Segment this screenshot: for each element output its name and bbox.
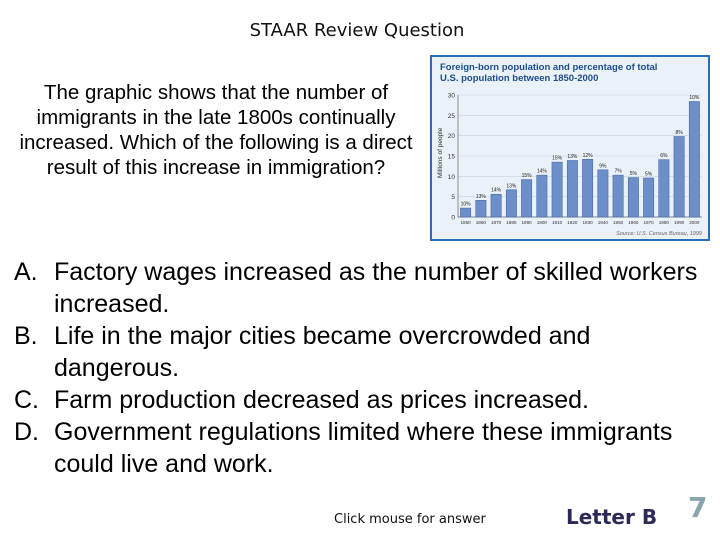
bar [674,136,684,217]
x-tick-label: 1880 [506,220,517,225]
answer-choice-a[interactable] [14,256,704,320]
bar [460,208,470,217]
answer-letter: B. [14,322,38,350]
answer-choice-d[interactable] [14,416,704,480]
slide-number: 7 [688,491,708,524]
answer-text: Life in the major cities became overcrowded and dangerous. [54,322,591,382]
bar [643,178,653,217]
bar [491,194,501,217]
immigration-chart [430,55,710,241]
question-prompt: The graphic shows that the number of immigrants in the late 1800s continually increased. Which of the following is a direct result of this increase in immigration? [19,81,413,179]
x-tick-label: 1990 [674,220,685,225]
x-tick-label: 1850 [460,220,471,225]
answer-text: Farm production decreased as prices increased. [54,386,589,414]
bar-data-label: 7% [614,168,622,175]
chart-y-ticks [448,93,456,222]
bar-data-label: 9% [599,163,607,170]
x-tick-label: 1890 [521,220,532,225]
slide-title: STAAR Review Question [249,20,465,41]
chart-source: Source: U.S. Census Bureau, 1999 [616,231,702,237]
x-tick-label: 1970 [643,220,654,225]
bar-data-label: 14% [536,168,547,175]
x-tick-label: 1940 [597,220,608,225]
bar [582,159,592,217]
answer-text: Factory wages increased as the number of skilled workers increased. [54,258,698,318]
bar-data-label: 12% [582,152,593,159]
answer-letter: D. [14,418,39,446]
click-for-answer-hint[interactable]: Click mouse for answer [334,512,486,527]
bar [521,180,531,217]
answer-choices [14,256,704,480]
x-tick-label: 1960 [628,220,639,225]
bar [537,175,547,217]
y-tick-label: 30 [447,92,455,100]
bar [689,102,699,217]
bar-data-label: 13% [567,153,578,160]
bar [598,170,608,217]
bar [613,175,623,217]
y-tick-label: 10 [447,173,455,181]
y-tick-label: 25 [447,112,455,120]
answer-choice-b[interactable] [14,320,704,384]
bar-data-label: 10% [689,95,700,102]
bar-data-label: 13% [506,183,517,190]
y-tick-label: 5 [451,194,455,202]
chart-x-ticks [461,220,700,225]
x-tick-label: 1910 [552,220,563,225]
bar-data-label: 10% [460,201,471,208]
x-tick-label: 1900 [536,220,547,225]
bar [476,200,486,217]
bar [552,162,562,217]
x-tick-label: 1950 [613,220,624,225]
y-tick-label: 15 [447,153,455,161]
bar-data-label: 15% [521,173,532,180]
bar [506,190,516,217]
x-tick-label: 1860 [475,220,486,225]
bar [659,160,669,217]
bar [567,160,577,217]
x-tick-label: 1920 [567,220,578,225]
answer-text: Government regulations limited where these immigrants could live and work. [54,418,673,478]
bar-data-label: 5% [645,171,653,178]
bar-data-label: 5% [629,171,637,178]
x-tick-label: 1980 [658,220,669,225]
x-tick-label: 1870 [491,220,502,225]
bar [628,178,638,217]
answer-reveal: Letter B [566,505,658,529]
chart-svg [432,57,708,239]
bar-data-label: 6% [660,153,668,160]
bar-data-label: 13% [475,193,486,200]
x-tick-label: 2000 [689,220,700,225]
chart-title-line-2: U.S. population between 1850-2000 [440,73,599,84]
answer-letter: C. [14,386,39,414]
bar-data-label: 8% [675,129,683,136]
chart-y-axis-label: Millions of people [437,127,444,178]
chart-title-line-1: Foreign-born population and percentage of total [440,62,658,73]
x-tick-label: 1930 [582,220,593,225]
bar-data-label: 14% [491,187,502,194]
answer-letter: A. [14,258,38,286]
y-tick-label: 20 [447,133,455,141]
bar-data-label: 15% [552,155,563,162]
y-tick-label: 0 [451,214,455,222]
answer-choice-c[interactable] [14,384,704,416]
